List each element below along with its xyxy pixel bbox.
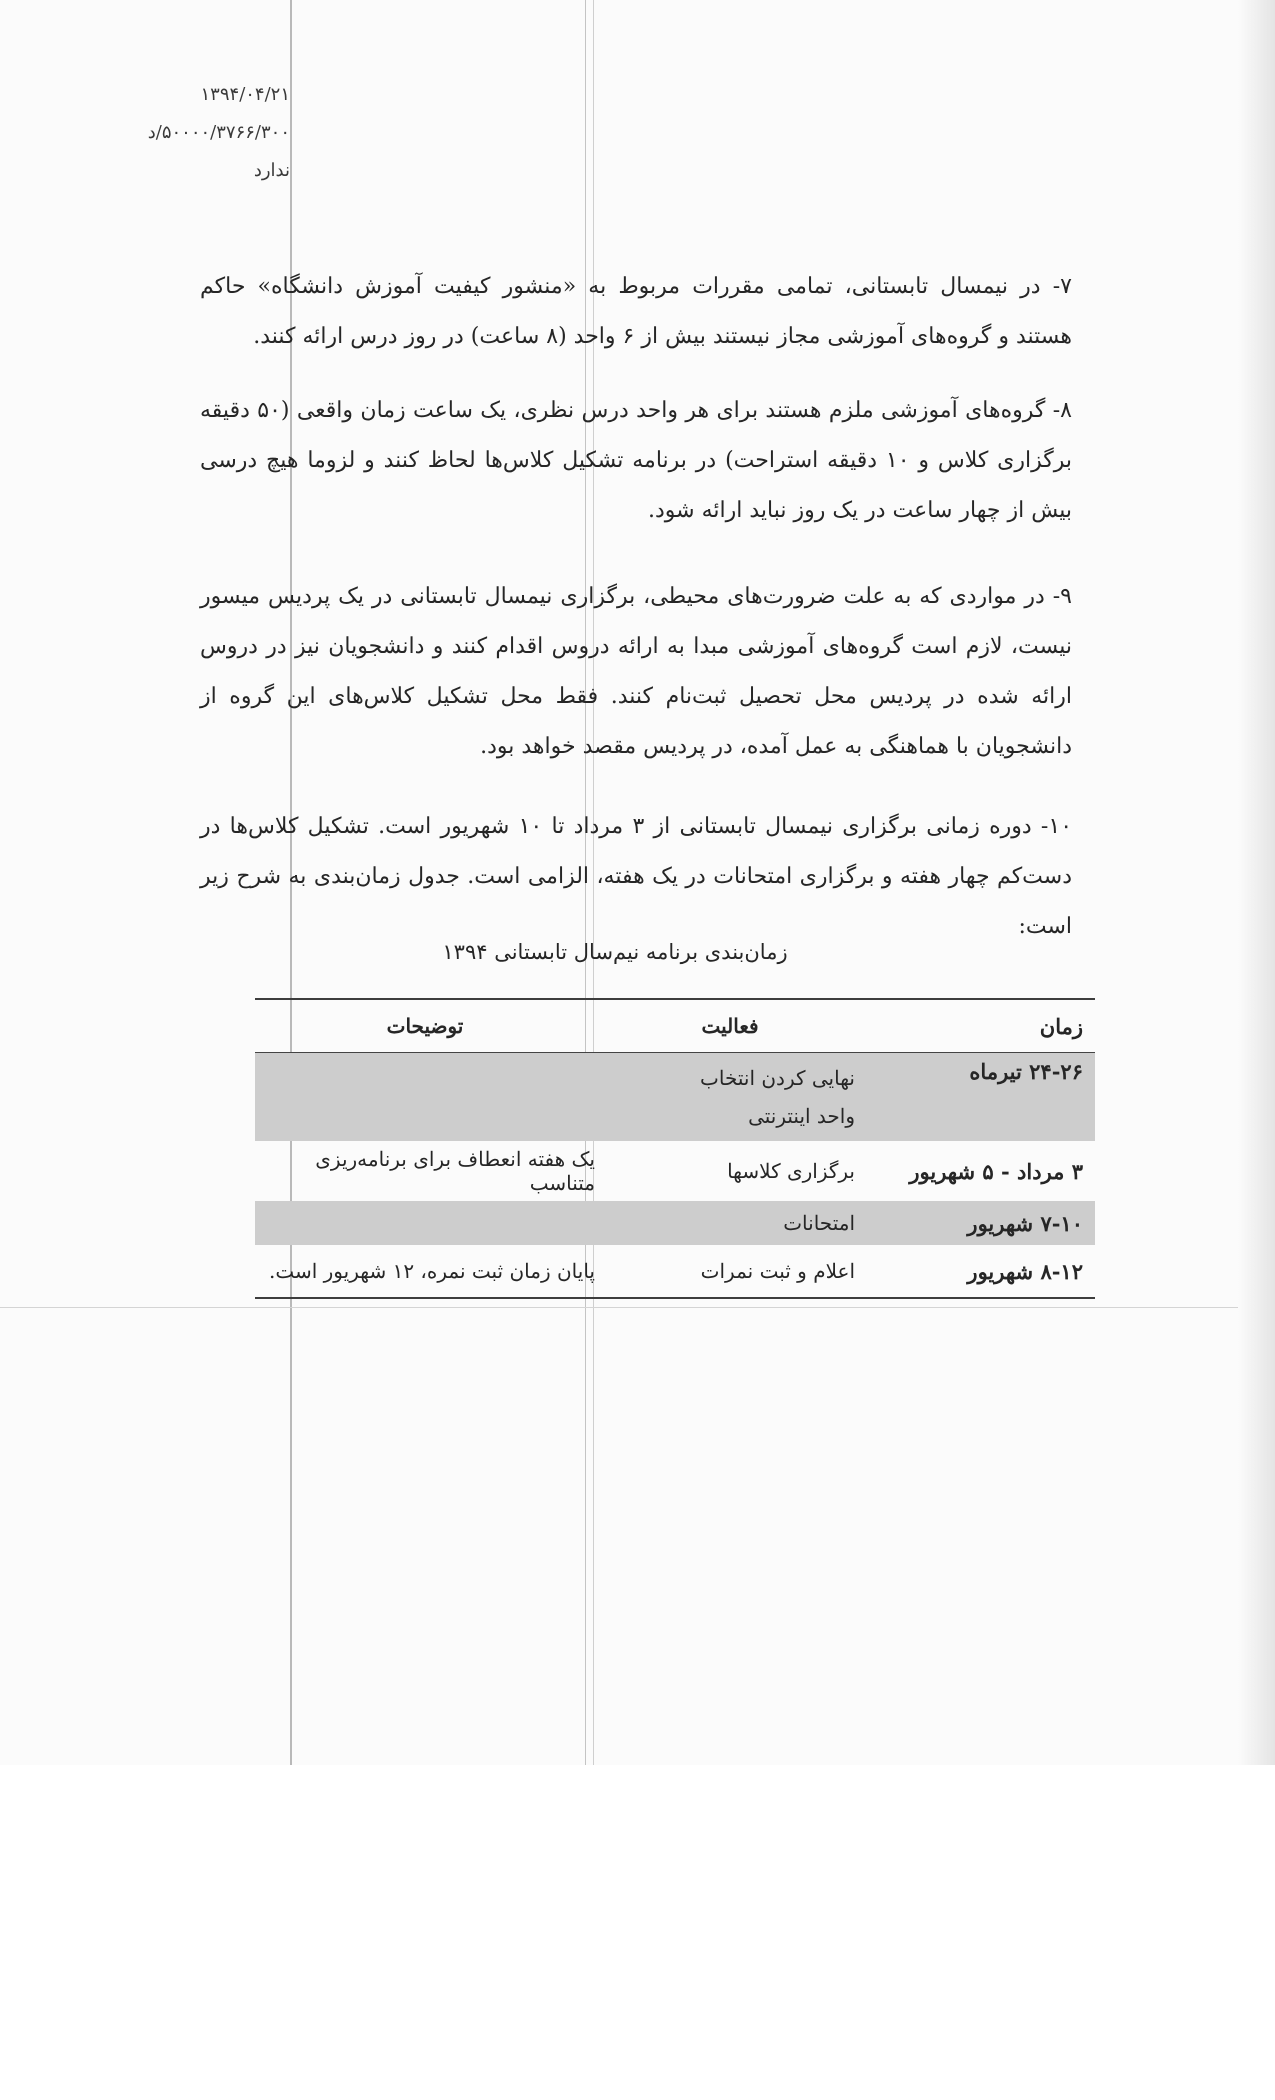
letter-attachment: ندارد: [253, 160, 290, 181]
table-row: [255, 1201, 1095, 1245]
page-edge-shadow: [1238, 0, 1275, 1765]
table-row: [255, 1053, 1095, 1141]
fold-line: [0, 1307, 1275, 1308]
paragraph-8: ۸- گروه‌های آموزشی ملزم هستند برای هر واحد درس نظری، یک ساعت زمان واقعی (۵۰ دقیقه برگزاری کلاس و ۱۰ دقیقه استراحت) در برنامه تشکیل کلاس‌ها لحاظ کنند و لزوما هیچ درسی بیش از چهار ساعت در یک روز نباید ارائه شود.: [200, 398, 1072, 523]
table-rule: [255, 1297, 1095, 1299]
cell-notes: [255, 1059, 605, 1141]
paragraph-7: ۷- در نیمسال تابستانی، تمامی مقررات مربوط به «منشور کیفیت آموزش دانشگاه» حاکم هستند و گروه‌های آموزشی مجاز نیستند بیش از ۶ واحد (۸ ساعت) در روز درس ارائه کنند.: [200, 274, 1072, 349]
paragraph-10: ۱۰- دوره زمانی برگزاری نیمسال تابستانی از ۳ مرداد تا ۱۰ شهریور است. تشکیل کلاس‌ها در دست‌کم چهار هفته و برگزاری امتحانات در یک هفته، الزامی است. جدول زمان‌بندی به شرح زیر است:: [200, 814, 1073, 939]
header-time: زمان: [1039, 1013, 1083, 1039]
table-row: [255, 1245, 1095, 1297]
cell-activity-line: نهایی کردن انتخاب: [700, 1066, 855, 1090]
cell-notes: پایان زمان ثبت نمره، ۱۲ شهریور است.: [268, 1259, 595, 1283]
cell-time: ۷-۱۰ شهریور: [967, 1210, 1083, 1236]
letter-date: ۱۳۹۴/۰۴/۲۱: [200, 84, 290, 105]
cell-activity-line: واحد اینترنتی: [748, 1104, 855, 1128]
header-notes: توضیحات: [386, 1014, 464, 1038]
cell-activity: برگزاری کلاسها: [727, 1159, 855, 1183]
cell-notes: یک هفته انعطاف برای برنامه‌ریزی متناسب: [315, 1147, 595, 1195]
cell-activity: [605, 1059, 865, 1141]
cell-activity: امتحانات: [783, 1211, 855, 1235]
header-activity: فعالیت: [701, 1014, 759, 1038]
letter-number: ۵۰۰۰۰/۳۷۶۶/۳۰۰/د: [147, 122, 290, 143]
table-row: [255, 1141, 1095, 1201]
cell-time: ۳ مرداد - ۵ شهریور: [909, 1158, 1083, 1184]
schedule-table: [255, 998, 1095, 1299]
cell-time: ۸-۱۲ شهریور: [967, 1258, 1083, 1284]
cell-time: ۲۴-۲۶ تیرماه: [969, 1059, 1083, 1084]
table-title: زمان‌بندی برنامه نیم‌سال تابستانی ۱۳۹۴: [442, 940, 788, 964]
table-header-row: [255, 1000, 1095, 1052]
cell-activity: اعلام و ثبت نمرات: [700, 1259, 855, 1283]
paragraph-9: ۹- در مواردی که به علت ضرورت‌های محیطی، برگزاری نیمسال تابستانی در یک پردیس میسور نیست، لازم است گروه‌های آموزشی مبدا به ارائه دروس اقدام کنند و دانشجویان نیز در دروس ارائه شده در پردیس محل تحصیل ثبت‌نام کنند. فقط محل تشکیل کلاس‌های این گروه از دانشجویان با هماهنگی به عمل آمده، در پردیس مقصد خواهد بود.: [200, 584, 1072, 759]
